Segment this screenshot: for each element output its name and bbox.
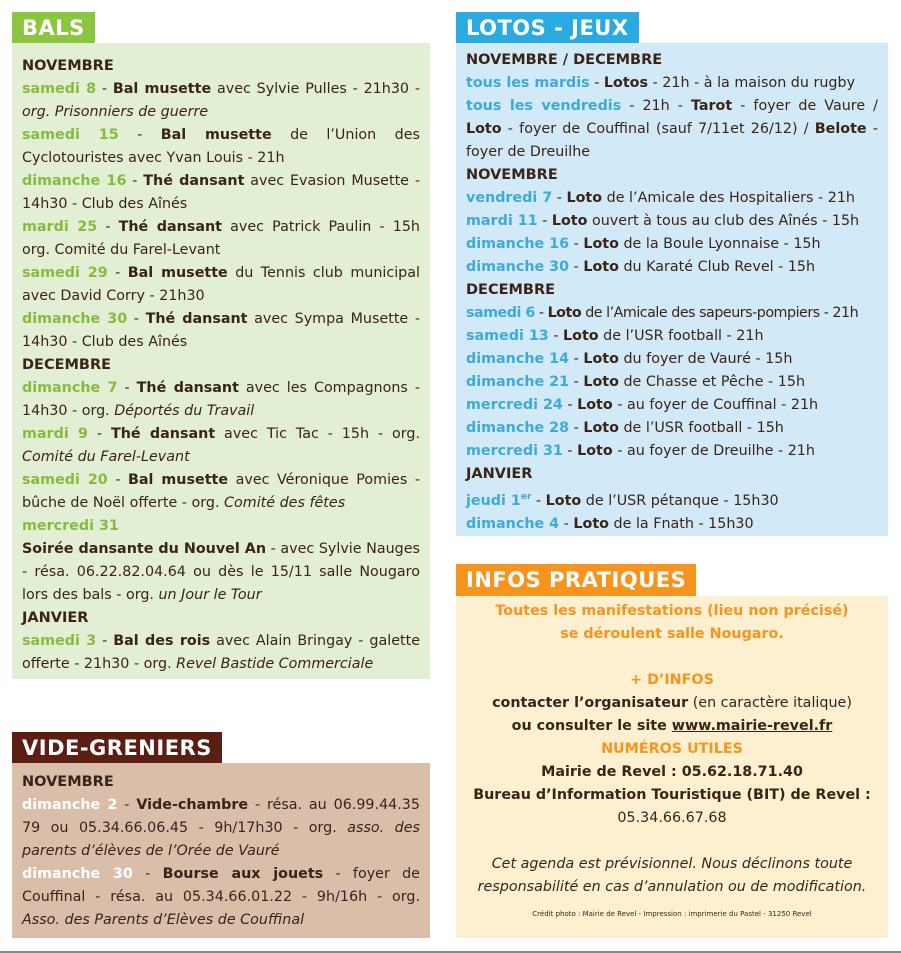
separator: - [569, 259, 584, 275]
event-date: mardi 11 [466, 213, 538, 229]
separator: - [88, 426, 111, 442]
event-organizer: asso. des parents d’élèves de l’Orée de Vauré [22, 820, 420, 859]
event-entry [466, 187, 878, 210]
event-title: Thé dansant [143, 173, 245, 189]
month-label: DECEMBRE [466, 282, 556, 298]
event-details: - avec Sylvie Nauges - résa. 06.22.82.04.64 ou dès le 15/11 salle Nougaro lors des bals - org. [22, 541, 420, 603]
event-organizer: Asso. des Parents d’Elèves de Couffinal [22, 912, 305, 928]
separator: - [562, 443, 578, 459]
event-date: dimanche 14 [466, 351, 570, 367]
event-entry [22, 515, 420, 607]
event-details: de l’USR pétanque - 15h30 [581, 492, 779, 509]
contact-note: (en caractère italique) [688, 695, 852, 711]
spacer [466, 646, 878, 669]
event-title: Bal musette [128, 472, 229, 488]
consult-label: ou consulter le site [511, 718, 672, 734]
separator: - [107, 472, 128, 488]
phone-bit: 05.34.66.67.68 [617, 810, 727, 826]
bals-header: BALS [12, 12, 95, 44]
event-title: Loto [583, 420, 619, 436]
event-title: Loto [577, 443, 613, 459]
event-entry [466, 256, 878, 279]
separator: - [107, 265, 128, 281]
event-entry [466, 513, 878, 536]
event-title: Belote [814, 121, 867, 137]
event-title: Bal musette [160, 127, 272, 143]
event-entry [22, 308, 420, 354]
event-details: - foyer de Couffinal - résa. au 05.34.66.01.22 - 9h/16h - org. [22, 866, 420, 905]
separator: - [118, 127, 161, 143]
event-title: Loto [466, 121, 502, 137]
separator: - [132, 866, 163, 882]
event-title: Loto [563, 328, 599, 344]
event-title: Loto [583, 236, 619, 252]
event-entry [22, 863, 420, 932]
separator: - [96, 81, 113, 97]
separator: - [569, 420, 584, 436]
contact-line [466, 692, 878, 715]
event-date: samedi 6 [466, 305, 535, 321]
info-line: se déroulent salle Nougaro. [560, 626, 784, 642]
event-date: mercredi 31 [22, 518, 119, 534]
event-entry [466, 486, 878, 513]
separator: - [559, 515, 574, 532]
event-date: mardi 9 [22, 426, 89, 442]
event-title: Tarot [690, 98, 733, 114]
event-entry [22, 124, 420, 170]
month-label: NOVEMBRE [466, 167, 558, 183]
event-organizer: Comité des fêtes [224, 495, 346, 511]
event-details: de l’USR football - 21h [598, 328, 764, 344]
event-title: Loto [566, 190, 603, 206]
separator: - [548, 328, 564, 344]
event-title: Vide-chambre [136, 797, 249, 813]
event-details: - 21h - [621, 98, 691, 114]
event-date: dimanche 21 [466, 374, 570, 390]
event-date: samedi 13 [466, 328, 549, 344]
month-label: DECEMBRE [22, 357, 112, 373]
phone-mairie: Mairie de Revel : 05.62.18.71.40 [541, 764, 803, 780]
useful-numbers-heading: NUMÉROS UTILES [601, 741, 743, 757]
event-details: du Tennis club municipal avec David Corry - 21h30 [22, 265, 420, 304]
event-entry [466, 348, 878, 371]
info-line: Toutes les manifestations (lieu non précisé) [495, 603, 849, 619]
bit-label: Bureau d’Information Touristique (BIT) de Revel : [473, 787, 871, 803]
event-organizer: un Jour le Tour [158, 587, 262, 603]
event-date: dimanche 7 [22, 380, 118, 396]
event-details: avec Patrick Paulin - 15h org. Comité du Farel-Levant [22, 219, 420, 258]
event-date: samedi 20 [22, 472, 108, 488]
separator: - [126, 173, 144, 189]
event-details: avec Sympa Musette - 14h30 - Club des Aînés [22, 311, 420, 350]
event-entry [466, 325, 878, 348]
month-label: NOVEMBRE [22, 58, 114, 74]
event-date: tous les vendredis [466, 98, 622, 114]
contact-label: contacter l’organisateur [492, 695, 689, 711]
infos-section [456, 596, 888, 938]
event-organizer: Déportés du Travail [114, 403, 255, 419]
event-entry [466, 233, 878, 256]
event-date: dimanche 2 [22, 797, 118, 813]
event-entry [466, 394, 878, 417]
event-entry [22, 630, 420, 676]
event-entry [22, 262, 420, 308]
event-date: vendredi 7 [466, 190, 553, 206]
event-title: Bal musette [127, 265, 228, 281]
event-title: Loto [545, 492, 582, 509]
event-details: de l’Amicale des sapeurs-pompiers - 21h [581, 305, 859, 321]
separator: - [534, 305, 548, 321]
month-label: NOVEMBRE / DECEMBRE [466, 52, 663, 68]
separator: - [97, 219, 119, 235]
event-date: dimanche 30 [466, 259, 570, 275]
photo-credit: Crédit photo : Mairie de Revel - Impression : imprimerie du Pastel - 31250 Revel [532, 910, 812, 918]
event-title: Loto [577, 397, 613, 413]
vide-greniers-section [12, 763, 430, 938]
event-entry [22, 170, 420, 216]
separator: - [569, 374, 584, 390]
event-date: dimanche 30 [22, 311, 128, 327]
separator: - [562, 397, 578, 413]
event-entry [466, 95, 878, 164]
event-title: Thé dansant [110, 426, 216, 442]
event-title: Loto [547, 305, 582, 321]
separator: - [127, 311, 146, 327]
event-date: dimanche 30 [22, 866, 133, 882]
event-date: dimanche 4 [466, 515, 560, 532]
separator: - [569, 236, 584, 252]
event-details: ouvert à tous au club des Aînés - 15h [587, 213, 860, 229]
event-title: Bal des rois [113, 633, 211, 649]
event-date: dimanche 16 [22, 173, 127, 189]
event-details: - foyer de Vaure / [732, 98, 878, 114]
event-date: mercredi 24 [466, 397, 563, 413]
event-details: avec Evasion Musette - 14h30 - Club des Aînés [22, 173, 420, 212]
event-details: - foyer de Couffinal (sauf 7/11et 26/12) / [501, 121, 815, 137]
event-date: samedi 3 [22, 633, 97, 649]
event-entry [22, 78, 420, 124]
event-date: mercredi 31 [466, 443, 563, 459]
event-title: Soirée dansante du Nouvel An [22, 541, 267, 557]
vide-greniers-header: VIDE-GRENIERS [12, 732, 222, 764]
event-details: - au foyer de Dreuilhe - 21h [612, 443, 815, 459]
event-entry [22, 423, 420, 469]
event-date: mardi 25 [22, 219, 98, 235]
event-date: tous les mardis [466, 75, 590, 91]
spacer [466, 830, 878, 853]
event-organizer: Comité du Farel-Levant [22, 449, 190, 465]
event-date: samedi 15 [22, 127, 119, 143]
event-details: du foyer de Vauré - 15h [618, 351, 793, 367]
event-details: avec les Compagnons - 14h30 - org. [22, 380, 420, 419]
event-title: Bourse aux jouets [162, 866, 324, 882]
event-details: - 21h - à la maison du rugby [648, 75, 856, 91]
event-organizer: Revel Bastide Commerciale [176, 656, 374, 672]
lotos-header: LOTOS - JEUX [456, 12, 639, 44]
separator: - [589, 75, 604, 91]
event-title: Lotos [603, 75, 649, 91]
separator: - [531, 492, 546, 509]
website-line [466, 715, 878, 738]
event-organizer: org. Prisonniers de guerre [22, 104, 209, 120]
infos-header: INFOS PRATIQUES [456, 564, 696, 596]
bals-section [12, 43, 430, 679]
event-date: dimanche 28 [466, 420, 570, 436]
event-details: de Chasse et Pêche - 15h [618, 374, 806, 390]
event-details: - au foyer de Couffinal - 21h [612, 397, 819, 413]
event-title: Loto [573, 515, 609, 532]
separator: - [569, 351, 584, 367]
event-title: Thé dansant [136, 380, 239, 396]
event-details: avec Tic Tac - 15h - org. [215, 426, 420, 442]
event-entry [22, 794, 420, 863]
event-title: Loto [583, 259, 619, 275]
event-title: Loto [583, 351, 619, 367]
event-entry [466, 210, 878, 233]
event-date: samedi 29 [22, 265, 108, 281]
event-details: - foyer de Dreuilhe [466, 121, 878, 160]
event-details: de l’USR football - 15h [618, 420, 784, 436]
event-details: de l’Amicale des Hospitaliers - 21h [602, 190, 855, 206]
event-title: Thé dansant [145, 311, 248, 327]
event-details: - résa. au 06.99.44.35 79 ou 05.34.66.06.45 - 9h/17h30 - org. [22, 797, 421, 836]
event-title: Loto [551, 213, 588, 229]
separator: - [552, 190, 567, 206]
event-entry [22, 377, 420, 423]
event-entry [466, 302, 878, 325]
separator: - [96, 633, 114, 649]
event-entry [466, 417, 878, 440]
event-date: samedi 8 [22, 81, 97, 97]
more-info-heading: + D’INFOS [630, 672, 714, 688]
event-details: de la Fnath - 15h30 [608, 515, 754, 532]
lotos-section [456, 43, 888, 536]
website-link[interactable]: www.mairie-revel.fr [671, 718, 833, 734]
event-details: avec Véronique Pomies - bûche de Noël offerte - org. [22, 472, 420, 511]
event-details: de l’Union des Cyclotouristes avec Yvan Louis - 21h [22, 127, 420, 166]
event-details: avec Sylvie Pulles - 21h30 - [211, 81, 420, 97]
month-label: JANVIER [22, 610, 89, 626]
event-date: dimanche 16 [466, 236, 570, 252]
event-details: du Karaté Club Revel - 15h [618, 259, 816, 275]
ordinal-suffix: er [520, 492, 532, 502]
event-details: avec Alain Bringay - galette offerte - 21h30 - org. [22, 633, 421, 672]
event-title: Bal musette [112, 81, 212, 97]
event-title: Thé dansant [118, 219, 222, 235]
event-entry [22, 469, 420, 515]
disclaimer: Cet agenda est prévisionnel. Nous déclinons toute responsabilité en cas d’annulation ou de modification. [477, 856, 867, 895]
event-entry [22, 216, 420, 262]
event-title: Loto [583, 374, 619, 390]
event-entry [466, 72, 878, 95]
event-entry [466, 371, 878, 394]
event-date: jeudi 1 [466, 492, 521, 509]
month-label: JANVIER [466, 466, 533, 482]
event-entry [466, 440, 878, 463]
separator: - [537, 213, 552, 229]
separator: - [117, 797, 137, 813]
separator: - [117, 380, 137, 396]
month-label: NOVEMBRE [22, 774, 114, 790]
event-details: de la Boule Lyonnaise - 15h [618, 236, 821, 252]
